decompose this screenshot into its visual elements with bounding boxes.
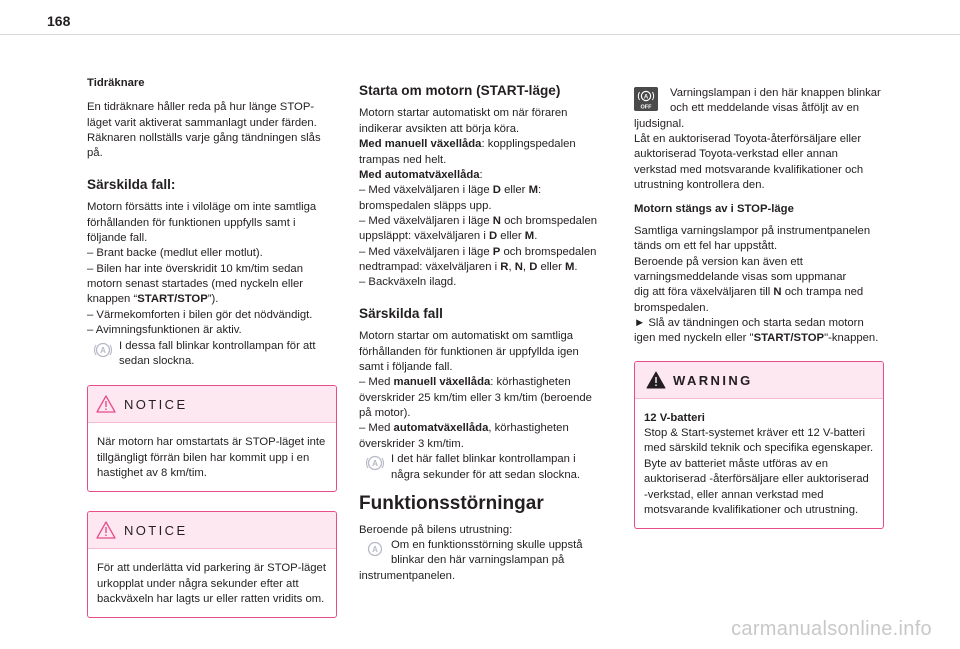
text-line: Samtliga varningslampor på instrumentpanelen (634, 224, 871, 237)
text-line: bromspedalen släpps upp. (359, 199, 492, 212)
heading-starta-om-motorn: Starta om motorn (START-läge) (359, 83, 561, 98)
text-line: I dessa fall blinkar kontrollampan för att (119, 339, 316, 352)
text-line: utrustning kontrollera den. (634, 179, 765, 192)
warning-lamp-note (634, 86, 884, 117)
text-line: på. (87, 147, 103, 160)
warning-triangle-icon (96, 521, 116, 539)
text-line: blinkar den här varningslampan på (391, 554, 565, 567)
text-line: – Med växelväljaren i läge N och bromspedalen (359, 215, 598, 227)
text-line: – Bilen har inte överskridit 10 km/tim sedan (87, 262, 303, 275)
text-line: uppsläppt: växelväljaren i D eller M. (359, 230, 538, 243)
svg-text:A: A (372, 459, 378, 469)
text-line: – Med växelväljaren i läge P och bromspedalen (359, 245, 597, 258)
icon-note (359, 452, 609, 483)
text-line: sedan slockna. (119, 354, 195, 367)
para-restart (359, 106, 609, 290)
text-line: några sekunder för att sedan slockna. (391, 468, 581, 481)
para-sarskilda-fall (87, 200, 337, 338)
text-line: En tidräknare håller reda på hur länge STOP- (87, 101, 315, 114)
heading-funktionsstorningar: Funktionsstörningar (359, 492, 544, 514)
notice-box-2 (87, 511, 337, 618)
text-line: I det här fallet blinkar kontrollampan i (391, 453, 576, 466)
text-line: – Värmekomforten i bilen gör det nödvändigt. (87, 308, 313, 321)
text-line: överskrider 25 km/tim eller 3 km/tim (beroende (359, 391, 592, 404)
page-number: 168 (47, 13, 71, 29)
svg-text:A: A (372, 545, 378, 555)
warning-header (635, 362, 883, 399)
text-line: samt i följande fall. (359, 361, 453, 373)
warning-subtitle: 12 V-batteri (644, 411, 705, 424)
watermark: carmanualsonline.info (731, 617, 932, 640)
notice-header (88, 386, 336, 423)
text-line: Med automatväxellåda: (359, 168, 483, 181)
text-line: ► Slå av tändningen och starta sedan motorn (634, 317, 864, 330)
warning-title: WARNING (673, 372, 753, 388)
para-warning-lamp (634, 117, 884, 194)
text-line: på motor). (359, 407, 411, 420)
text-line: bromspedalen. (634, 301, 709, 314)
text-line: motsvarande kvalifikationer och utrustning. (644, 503, 859, 516)
heading-sarskilda-fall: Särskilda fall: (87, 176, 176, 192)
warning-triangle-filled-icon (646, 371, 666, 389)
text-line: – Backväxeln ilagd. (359, 276, 457, 289)
heading-motorn-stangs-av: Motorn stängs av i STOP-läge (634, 202, 794, 215)
text-line: tillgängligt förrän bilen har kommit upp i en (97, 451, 310, 464)
text-line: läget varit aktiverat sammanlagt under färden. (87, 116, 317, 129)
text-line: urkopplat under några sekunder efter att (97, 577, 299, 590)
notice-body (88, 423, 336, 491)
para-faults (359, 523, 609, 538)
text-line: igen med nyckeln eller "START/STOP"-knappen. (634, 332, 879, 345)
text-line: knappen “START/STOP”). (87, 293, 219, 306)
text-line: Beroende på bilens utrustning: (359, 523, 513, 536)
text-line: motorn senast startades (med nyckeln eller (87, 278, 303, 291)
warning-triangle-icon (96, 395, 116, 413)
text-line: – Med automatväxellåda, körhastigheten (359, 422, 569, 435)
text-line: Varningslampan i den här knappen blinkar (670, 87, 881, 99)
text-line: Motorn startar om automatiskt om samtliga (359, 330, 574, 343)
stop-start-off-button-icon (634, 87, 658, 111)
para-tidraknare (87, 100, 337, 161)
text-line: Med manuell växellåda: kopplingspedalen (359, 138, 576, 151)
text-line: med särskild teknik och specifika egenskaper. (644, 442, 874, 455)
text-line: och ett meddelande visas åtföljt av en (670, 102, 860, 115)
heading-tidraknare: Tidräknare (87, 77, 145, 89)
text-line: nedtrampad: växelväljaren i R, N, D eller M. (359, 261, 578, 274)
header-rule (0, 34, 960, 35)
warning-body (635, 399, 883, 529)
text-line: förhållanden för funktionen är uppfyllda igen (359, 345, 579, 358)
text-line: – Med växelväljaren i läge D eller M: (359, 184, 542, 197)
text-line: Om en funktionsstörning skulle uppstå (391, 539, 583, 552)
text-line: tänds om ett fel har uppstått. (634, 240, 778, 253)
notice-title: NOTICE (124, 397, 188, 413)
text-line: När motorn har omstartats är STOP-läget inte (97, 436, 326, 449)
text-line: Byte av batteriet måste utföras av en (644, 457, 828, 470)
text-line: indikerar avsikten att börja köra. (359, 122, 520, 135)
text-line: Låt en auktoriserad Toyota-återförsäljare eller (634, 133, 862, 146)
text-line: auktoriserad Toyota-verkstad eller annan (634, 148, 838, 161)
text-line: – Med manuell växellåda: körhastigheten (359, 376, 571, 389)
text-line: Räknaren nollställs varje gång tändningen slås (87, 132, 321, 145)
text-line: verkstad med motsvarande kvalifikationer och (634, 163, 864, 176)
text-line: För att underlätta vid parkering är STOP-läget (97, 562, 326, 575)
text-line: trampas ned helt. (359, 153, 447, 166)
icon-note (87, 339, 337, 370)
text-line: – Avimningsfunktionen är aktiv. (87, 324, 242, 337)
stop-start-lamp-icon (93, 341, 113, 359)
text-line: hastighet av 8 km/tim. (97, 466, 207, 479)
column-1 (87, 76, 337, 618)
text-line: ljudsignal. (634, 117, 685, 130)
heading-sarskilda-fall-2: Särskilda fall (359, 305, 443, 321)
para-stop-fault (634, 224, 884, 347)
stop-start-lamp-icon (365, 454, 385, 472)
svg-text:A: A (100, 345, 106, 355)
text-line: varningsmeddelande visas som uppmanar (634, 270, 847, 283)
notice-body (88, 549, 336, 617)
text-line: -verkstad, eller annan verkstad med (644, 488, 824, 501)
text-line: Motorn startar automatiskt om när föraren (359, 107, 568, 120)
stop-start-fault-icon (365, 540, 385, 558)
text-line: Beroende på version kan även ett (634, 255, 803, 268)
text-line: – Brant backe (medlut eller motlut). (87, 247, 263, 260)
icon-note (359, 538, 609, 569)
text-line: instrumentpanelen. (359, 569, 456, 582)
notice-box-1 (87, 385, 337, 492)
column-2 (359, 82, 609, 584)
text-line: backväxeln har lagts ur eller ratten vridits om. (97, 593, 325, 606)
notice-title: NOTICE (124, 523, 188, 539)
text-line: auktoriserad -återförsäljare eller auktoriserad (644, 473, 869, 486)
warning-box (634, 361, 884, 530)
text-line: överskrider 3 km/tim. (359, 437, 464, 450)
para-faults-tail (359, 569, 609, 584)
text-line: följande fall. (87, 232, 148, 244)
column-3 (634, 86, 884, 529)
para-special-cases (359, 329, 609, 452)
off-icon-label: OFF (640, 104, 652, 111)
svg-text:A: A (643, 94, 649, 101)
text-line: förhållanden för funktionen uppfylls samt i (87, 216, 296, 229)
text-line: Motorn försätts inte i viloläge om inte samtliga (87, 201, 317, 214)
notice-header (88, 512, 336, 549)
text-line: dig att föra växelväljaren till N och trampa ned (634, 286, 864, 299)
text-line: Stop & Start-systemet kräver ett 12 V-batteri (644, 427, 866, 440)
